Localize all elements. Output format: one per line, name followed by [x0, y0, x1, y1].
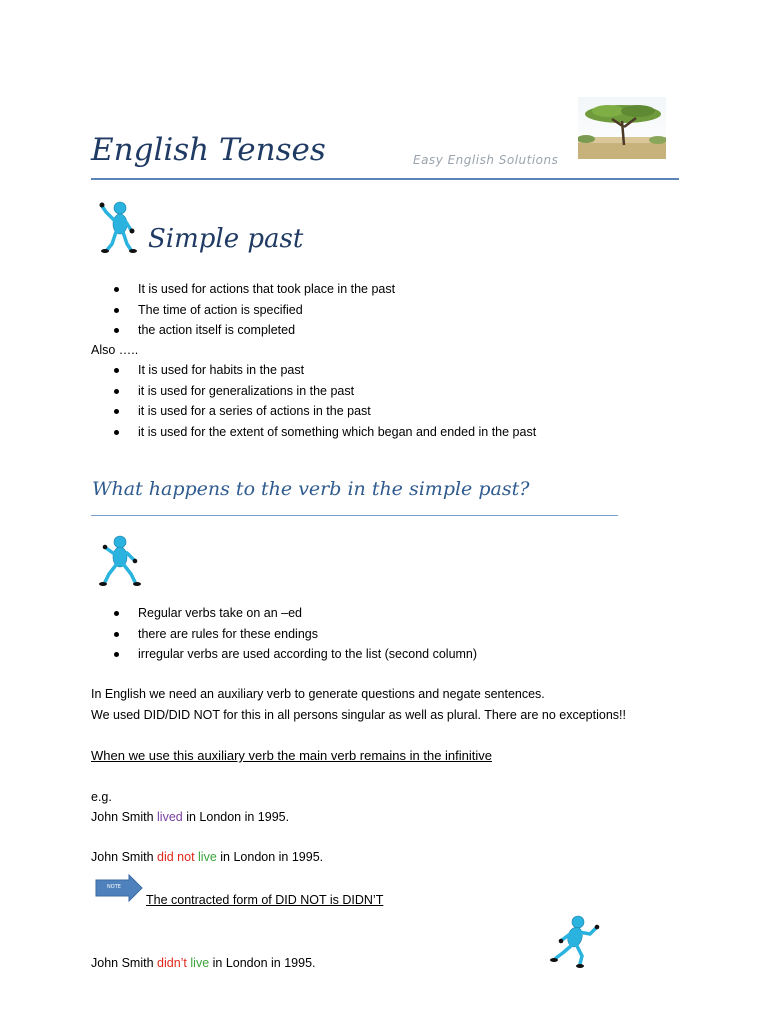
section-rule — [91, 515, 618, 516]
page-title: English Tenses — [91, 132, 326, 168]
section-heading-simple-past: Simple past — [148, 224, 304, 254]
page-subtitle: Easy English Solutions — [413, 153, 559, 167]
list-item: Regular verbs take on an –ed — [91, 603, 477, 624]
uses-list-a — [91, 279, 395, 341]
standing-figure-icon — [98, 534, 142, 590]
tree-photo — [578, 97, 666, 159]
list-item: It is used for actions that took place in the past — [91, 279, 395, 300]
list-item: the action itself is completed — [91, 320, 395, 341]
list-item: it is used for generalizations in the past — [91, 381, 536, 402]
negation-aux: did not — [157, 850, 195, 864]
list-item: It is used for habits in the past — [91, 360, 536, 381]
eg-label: e.g. — [91, 790, 112, 804]
list-item: The time of action is specified — [91, 300, 395, 321]
waving-figure-icon — [98, 200, 138, 258]
example-sentence-2 — [91, 850, 323, 864]
verb-rules-list — [91, 603, 477, 665]
past-verb: lived — [157, 810, 183, 824]
paragraph-line: We used DID/DID NOT for this in all persons singular as well as plural. There are no exceptions!! — [91, 708, 626, 722]
title-rule — [91, 178, 679, 180]
example-text: in London in 1995. — [209, 956, 316, 970]
example-text: John Smith — [91, 956, 158, 970]
list-item: there are rules for these endings — [91, 624, 477, 645]
list-item: irregular verbs are used according to the list (second column) — [91, 644, 477, 665]
also-label: Also ….. — [91, 343, 139, 357]
list-item: it is used for a series of actions in the past — [91, 401, 536, 422]
note-label: NOTE — [107, 884, 121, 890]
running-figure-icon — [548, 914, 602, 970]
infinitive-verb: live — [198, 850, 217, 864]
list-item: it is used for the extent of something which began and ended in the past — [91, 422, 536, 443]
example-sentence-3 — [91, 956, 316, 970]
example-text: in London in 1995. — [182, 810, 290, 824]
uses-list-b — [91, 360, 536, 442]
example-text: John Smith — [91, 810, 158, 824]
example-text: in London in 1995. — [216, 850, 324, 864]
example-sentence-1 — [91, 810, 289, 824]
example-text: John Smith — [91, 850, 158, 864]
section-heading-verb: What happens to the verb in the simple past? — [92, 478, 530, 500]
negation-aux: didn’t — [157, 956, 187, 970]
paragraph-line: In English we need an auxiliary verb to generate questions and negate sentences. — [91, 687, 545, 701]
rule-statement: When we use this auxiliary verb the main verb remains in the infinitive — [91, 748, 493, 763]
infinitive-verb: live — [190, 956, 210, 970]
note-text: The contracted form of DID NOT is DIDN’T — [146, 893, 384, 907]
